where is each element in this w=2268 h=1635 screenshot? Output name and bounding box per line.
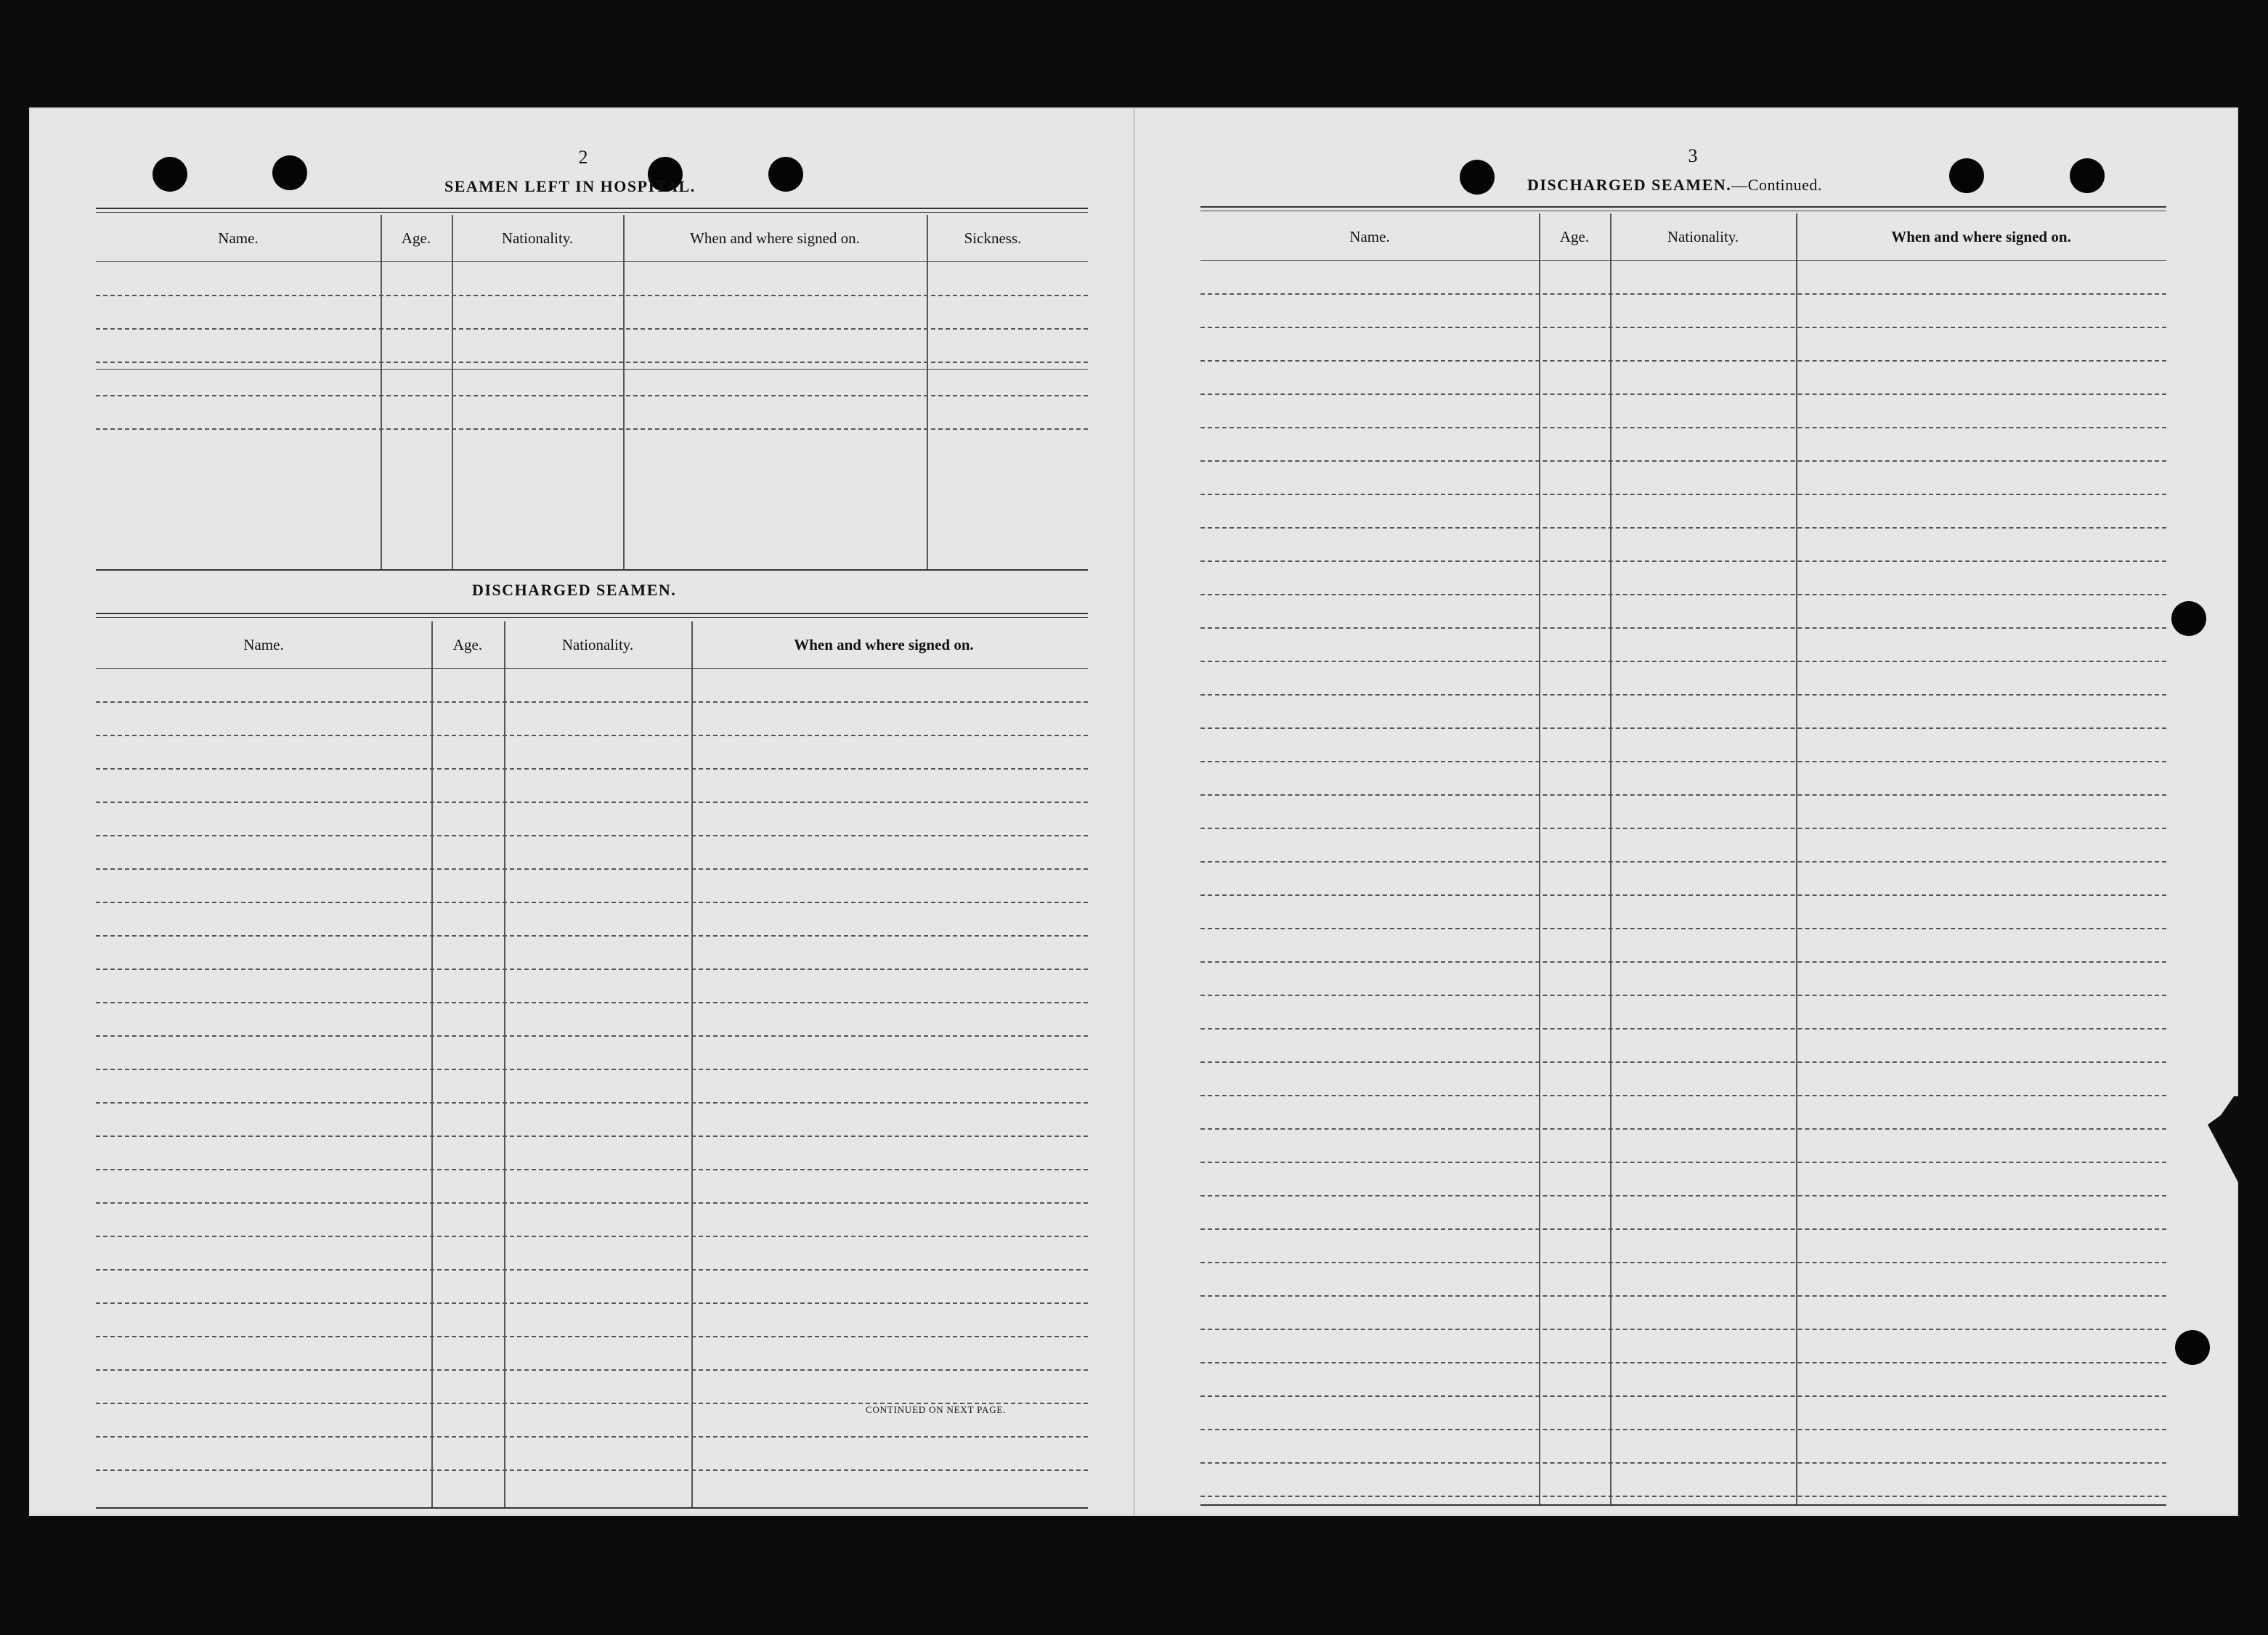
- hospital-table: [96, 215, 1088, 571]
- header-underline: [96, 261, 1088, 262]
- entry-line: [1200, 1028, 2166, 1029]
- entry-line: [1200, 694, 2166, 696]
- entry-line: [1200, 1228, 2166, 1230]
- entry-line: [96, 902, 1088, 903]
- header-underline: [96, 369, 1088, 370]
- col-header-signed-on: When and where signed on.: [690, 229, 860, 247]
- entry-line: [1200, 1429, 2166, 1430]
- hospital-section-title: SEAMEN LEFT IN HOSPITAL.: [444, 177, 696, 195]
- entry-line: [1200, 1128, 2166, 1130]
- title-rule: [96, 617, 1088, 618]
- entry-line: [1200, 1295, 2166, 1297]
- left-page: [29, 107, 1133, 1516]
- entry-line: [1200, 727, 2166, 729]
- col-header-age: Age.: [452, 636, 483, 653]
- column-divider: [927, 215, 928, 569]
- entry-line: [96, 328, 1088, 330]
- col-header-sickness: Sickness.: [964, 229, 1022, 247]
- entry-line: [1200, 1462, 2166, 1464]
- entry-line: [1200, 861, 2166, 863]
- entry-line: [96, 1236, 1088, 1237]
- column-divider: [1610, 213, 1611, 1504]
- entry-line: [1200, 1195, 2166, 1196]
- entry-line: [1200, 995, 2166, 996]
- entry-line: [1200, 961, 2166, 963]
- col-header-age: Age.: [1559, 228, 1590, 245]
- entry-line: [1200, 1262, 2166, 1263]
- entry-line: [96, 835, 1088, 836]
- column-divider: [691, 621, 693, 1507]
- entry-line: [1200, 394, 2166, 395]
- column-divider: [381, 215, 382, 569]
- entry-line: [1200, 794, 2166, 796]
- entry-line: [96, 735, 1088, 736]
- register-sheet: [29, 107, 2238, 1516]
- entry-line: [96, 701, 1088, 703]
- discharged-continued-title: [1527, 176, 1822, 195]
- title-main: DISCHARGED SEAMEN.: [1527, 176, 1732, 194]
- entry-line: [1200, 928, 2166, 929]
- entry-line: [1200, 1162, 2166, 1163]
- entry-line: [96, 1436, 1088, 1438]
- col-header-nationality: Nationality.: [501, 229, 574, 247]
- entry-line: [1200, 1061, 2166, 1063]
- entry-line: [96, 1035, 1088, 1037]
- entry-line: [96, 1002, 1088, 1003]
- entry-line: [1200, 560, 2166, 562]
- entry-line: [96, 1269, 1088, 1271]
- col-header-nationality: Nationality.: [1667, 228, 1739, 245]
- title-rule: [96, 208, 1088, 209]
- entry-line: [1200, 1095, 2166, 1096]
- page-number: 3: [1688, 145, 1698, 166]
- page-number: 2: [578, 147, 588, 168]
- entry-line: [96, 428, 1088, 430]
- entry-line: [96, 1069, 1088, 1070]
- entry-line: [96, 868, 1088, 870]
- entry-line: [96, 969, 1088, 970]
- header-underline: [96, 668, 1088, 669]
- col-header-name: Name.: [243, 636, 284, 653]
- column-divider: [504, 621, 505, 1507]
- entry-line: [96, 1469, 1088, 1471]
- entry-line: [96, 802, 1088, 803]
- entry-line: [96, 1336, 1088, 1337]
- entry-line: [1200, 360, 2166, 362]
- entry-line: [1200, 1329, 2166, 1330]
- discharged-table: [96, 621, 1088, 1510]
- discharged-section-title: DISCHARGED SEAMEN.: [472, 581, 677, 599]
- col-header-name: Name.: [218, 229, 259, 247]
- column-divider: [1539, 213, 1540, 1504]
- entry-line: [96, 1169, 1088, 1170]
- entry-line: [1200, 327, 2166, 328]
- column-divider: [623, 215, 625, 569]
- entry-line: [96, 1202, 1088, 1204]
- entry-line: [1200, 293, 2166, 295]
- entry-line: [1200, 828, 2166, 829]
- col-header-nationality: Nationality.: [561, 636, 634, 653]
- entry-line: [1200, 460, 2166, 462]
- section-rule: [96, 569, 1088, 571]
- entry-line: [96, 362, 1088, 363]
- entry-line: [1200, 527, 2166, 529]
- entry-line: [96, 1369, 1088, 1371]
- entry-line: [1200, 627, 2166, 629]
- col-header-signed-on: When and where signed on.: [1891, 228, 2071, 245]
- right-page: [1135, 107, 2238, 1516]
- entry-line: [96, 1102, 1088, 1104]
- entry-line: [1200, 661, 2166, 662]
- entry-line: [96, 395, 1088, 396]
- column-divider: [1796, 213, 1797, 1504]
- title-rule: [96, 212, 1088, 213]
- col-header-age: Age.: [401, 229, 431, 247]
- table-bottom-rule: [1200, 1504, 2166, 1506]
- entry-line: [96, 1302, 1088, 1304]
- title-suffix: —Continued.: [1731, 176, 1822, 194]
- col-header-signed-on: When and where signed on.: [794, 636, 974, 653]
- entry-line: [1200, 1395, 2166, 1397]
- entry-line: [1200, 761, 2166, 762]
- entry-line: [1200, 1362, 2166, 1363]
- table-bottom-rule: [96, 1507, 1088, 1509]
- entry-line: [1200, 427, 2166, 428]
- entry-line: [1200, 594, 2166, 595]
- title-rule: [96, 613, 1088, 614]
- entry-line: [96, 1135, 1088, 1137]
- entry-line: [1200, 494, 2166, 495]
- column-divider: [452, 215, 453, 569]
- entry-line: [1200, 1496, 2166, 1497]
- entry-line: [96, 935, 1088, 937]
- title-rule: [1200, 206, 2166, 208]
- entry-line: [96, 295, 1088, 296]
- discharged-continued-table: [1200, 213, 2166, 1510]
- entry-line: [1200, 894, 2166, 896]
- col-header-name: Name.: [1349, 228, 1390, 245]
- continued-note: CONTINUED ON NEXT PAGE.: [866, 1404, 1007, 1415]
- entry-line: [96, 768, 1088, 770]
- header-underline: [1200, 260, 2166, 261]
- column-divider: [431, 621, 433, 1507]
